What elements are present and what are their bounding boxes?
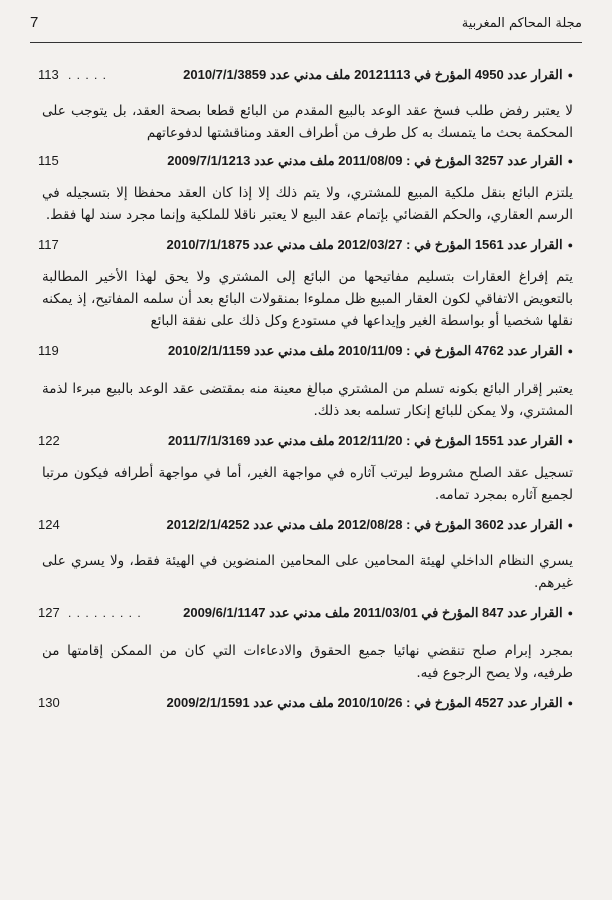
decision-summary: يلتزم البائع بنقل ملكية المبيع للمشتري، ولا يتم ذلك إلا إذا كان العقد محفظا إلا بتسجيله في الرسم العقاري، والحكم القضائي بإتمام عقد البيع لا يعتبر ناقلا للملكية وإنما مجرد سند لها فقط.	[42, 185, 573, 223]
decision-entry	[38, 340, 573, 422]
decision-reference-line[interactable]	[38, 64, 573, 86]
page-header	[30, 14, 582, 38]
bullet-icon: ●	[567, 436, 573, 446]
decision-entry	[38, 430, 573, 506]
decision-entry	[38, 692, 573, 714]
decision-page-number: 113	[38, 67, 59, 82]
decision-reference-line[interactable]	[38, 514, 573, 536]
decision-entry	[38, 234, 573, 332]
decision-reference: القرار عدد 4762 المؤرخ في : 2010/11/09 ملف مدني عدد 2010/2/1/1159	[167, 343, 563, 358]
leader-dots: . . . . . . . . .	[68, 606, 142, 620]
decision-reference: القرار عدد 4527 المؤرخ في : 2010/10/26 ملف مدني عدد 2009/2/1/1591	[166, 695, 563, 710]
decision-summary: تسجيل عقد الصلح مشروط ليرتب آثاره في مواجهة الغير، أما في مواجهة أطرافه فيكون مرتبا لجميع آثاره بمجرد تمامه.	[42, 465, 573, 503]
decision-reference: القرار عدد 847 المؤرخ في 2011/03/01 ملف مدني عدد 2009/6/1/1147	[183, 605, 563, 620]
decision-summary: يعتبر إقرار البائع بكونه تسلم من المشتري مبالغ معينة منه بمقتضى عقد الوعد بالبيع مبرءا لذمة المشتري، ولا يمكن للبائع إنكار تسلمه بعد ذلك.	[42, 381, 573, 419]
decision-page-number: 130	[38, 695, 60, 710]
decision-page-number: 124	[38, 517, 60, 532]
decision-summary: يسري النظام الداخلي لهيئة المحامين على المحامين المنضوين في الهيئة فقط، ولا يسري على غيرهم.	[42, 553, 573, 591]
bullet-icon: ●	[567, 520, 573, 530]
decision-reference: القرار عدد 1551 المؤرخ في : 2012/11/20 ملف مدني عدد 2011/7/1/3169	[167, 433, 563, 448]
decision-page-number: 117	[38, 237, 59, 252]
decision-page-number: 122	[38, 433, 60, 448]
decision-summary: بمجرد إبرام صلح تنقضي نهائيا جميع الحقوق والادعاءات التي كان من الممكن إقامتها من طرفيه، ولا يصح الرجوع فيه.	[42, 643, 573, 681]
bullet-icon: ●	[567, 70, 573, 80]
decision-reference-line[interactable]	[38, 692, 573, 714]
decision-reference: القرار عدد 3257 المؤرخ في : 2011/08/09 ملف مدني عدد 2009/7/1/1213	[167, 153, 563, 168]
decision-reference-line[interactable]	[38, 234, 573, 256]
decision-entry	[38, 514, 573, 594]
decision-page-number: 127	[38, 605, 60, 620]
page-number: 7	[30, 14, 39, 31]
decision-entry	[38, 602, 573, 684]
bullet-icon: ●	[567, 608, 573, 618]
decision-entry	[38, 150, 573, 226]
header-divider	[30, 42, 582, 43]
decision-reference-line[interactable]	[38, 602, 573, 624]
decision-entry	[38, 64, 573, 144]
decision-summary: لا يعتبر رفض طلب فسخ عقد الوعد بالبيع المقدم من البائع قطعا بصحة العقد، بل يتوجب على المحكمة بحث ما يتمسك به كل طرف من أطراف العقد ومناقشتها لدفوعاتهم	[42, 103, 573, 141]
decision-reference: القرار عدد 1561 المؤرخ في : 2012/03/27 ملف مدني عدد 2010/7/1/1875	[166, 237, 563, 252]
bullet-icon: ●	[567, 346, 573, 356]
decision-page-number: 119	[38, 343, 59, 358]
decision-reference-line[interactable]	[38, 340, 573, 362]
bullet-icon: ●	[567, 240, 573, 250]
journal-title: مجلة المحاكم المغربية	[461, 16, 582, 31]
bullet-icon: ●	[567, 698, 573, 708]
decision-page-number: 115	[38, 153, 59, 168]
decision-reference: القرار عدد 4950 المؤرخ في 20121113 ملف مدني عدد 2010/7/1/3859	[183, 67, 563, 82]
decision-reference-line[interactable]	[38, 150, 573, 172]
decision-reference: القرار عدد 3602 المؤرخ في : 2012/08/28 ملف مدني عدد 2012/2/1/4252	[166, 517, 563, 532]
decision-list	[38, 64, 573, 726]
decision-reference-line[interactable]	[38, 430, 573, 452]
bullet-icon: ●	[567, 156, 573, 166]
leader-dots: . . . . .	[68, 68, 108, 82]
decision-summary: يتم إفراغ العقارات بتسليم مفاتيحها من البائع إلى المشتري ولا يحق لهذا الأخير المطالبة بالتعويض الاتفاقي لكون العقار المبيع ظل مملوءا بمنقولات البائع بعد أن سلمه المفاتيح، إذ يمكنه نقلها شخصيا أو بواسطة الغير وإيداعها في مستودع وكل ذلك على نفقة البائع	[42, 269, 573, 329]
